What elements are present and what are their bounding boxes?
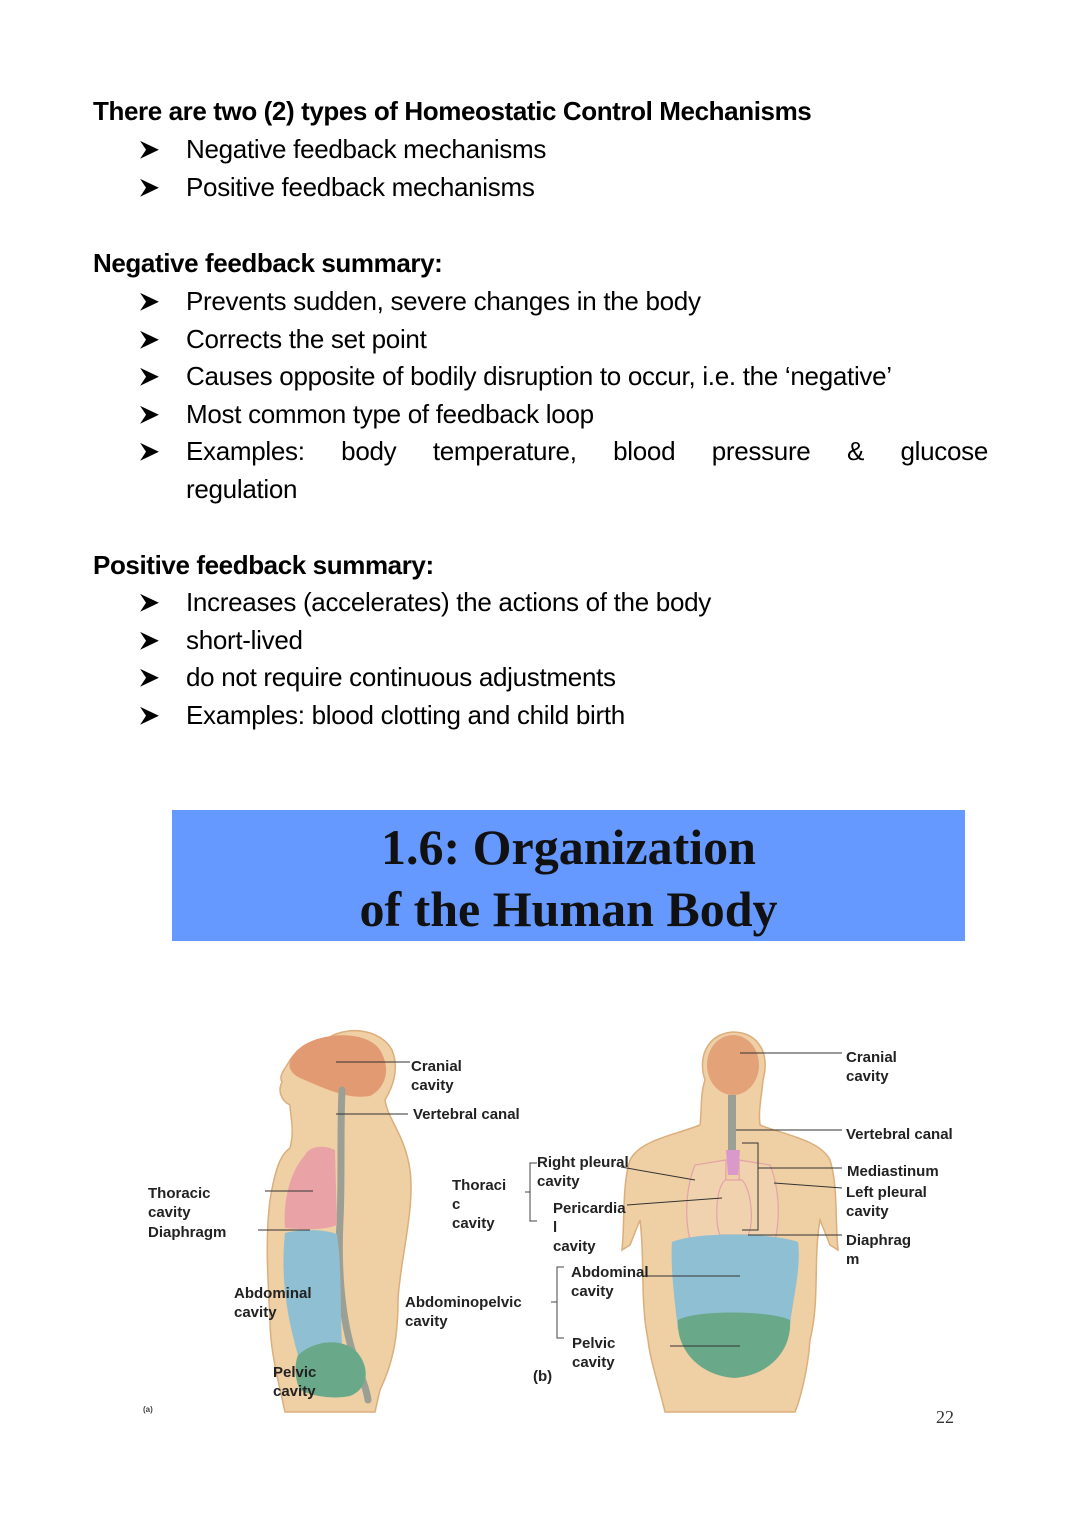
arrow-bullet-icon <box>138 396 160 434</box>
label-diaphragm-b: Diaphrag m <box>846 1232 912 1268</box>
slide-title-line1: 1.6: Organization <box>381 819 756 875</box>
label-vertebral-canal-b: Vertebral canal <box>846 1126 953 1143</box>
anterior-body-figure <box>621 1032 842 1412</box>
arrow-bullet-icon <box>138 622 160 660</box>
arrow-bullet-icon <box>138 283 160 321</box>
panel-b-tag: (b) <box>533 1368 553 1385</box>
arrow-bullet-icon <box>138 584 160 622</box>
label-pericardial-cavity: Pericardia l cavity <box>553 1200 626 1255</box>
label-mediastinum: Mediastinum <box>847 1163 939 1180</box>
arrow-bullet-icon <box>138 321 160 359</box>
label-abdominal-cavity-a: Abdominal cavity <box>234 1285 312 1321</box>
list-item: Corrects the set point <box>138 321 988 359</box>
list-item: do not require continuous adjustments <box>138 659 711 697</box>
list-item: Negative feedback mechanisms <box>138 131 546 169</box>
label-vertebral-canal-a: Vertebral canal <box>413 1106 520 1123</box>
arrow-bullet-icon <box>138 433 160 471</box>
label-pelvic-cavity-b: Pelvic cavity <box>572 1335 616 1371</box>
list-item: Examples: blood clotting and child birth <box>138 697 711 735</box>
homeostatic-types-heading: There are two (2) types of Homeostatic Control Mechanisms <box>93 96 812 126</box>
positive-feedback-list <box>138 584 711 734</box>
positive-feedback-heading: Positive feedback summary: <box>93 550 434 580</box>
label-abdominopelvic-cavity: Abdominopelvic cavity <box>405 1294 522 1330</box>
list-item: Causes opposite of bodily disruption to occur, i.e. the ‘negative’ <box>138 358 988 396</box>
label-abdominal-cavity-b: Abdominal cavity <box>571 1264 649 1300</box>
list-item: Increases (accelerates) the actions of the body <box>138 584 711 622</box>
negative-feedback-heading: Negative feedback summary: <box>93 248 443 278</box>
label-cranial-cavity-a: Cranial cavity <box>411 1058 462 1094</box>
label-thoracic-cavity-group: Thoraci c cavity <box>452 1177 507 1232</box>
list-item: Positive feedback mechanisms <box>138 169 546 207</box>
label-right-pleural-cavity: Right pleural cavity <box>537 1154 629 1190</box>
list-item: Most common type of feedback loop <box>138 396 988 434</box>
label-pelvic-cavity-a: Pelvic cavity <box>273 1364 317 1400</box>
page-number: 22 <box>936 1407 954 1427</box>
homeostatic-types-list <box>138 131 546 206</box>
label-left-pleural-cavity: Left pleural cavity <box>846 1184 927 1220</box>
arrow-bullet-icon <box>138 697 160 735</box>
negative-feedback-list <box>138 283 988 509</box>
label-diaphragm-a: Diaphragm <box>148 1224 227 1241</box>
arrow-bullet-icon <box>138 659 160 697</box>
arrow-bullet-icon <box>138 358 160 396</box>
lateral-body-figure <box>258 1031 411 1412</box>
label-cranial-cavity-b: Cranial cavity <box>846 1049 897 1085</box>
list-item: short-lived <box>138 622 711 660</box>
label-thoracic-cavity-a: Thoracic cavity <box>148 1185 211 1221</box>
slide-title-banner <box>172 810 965 941</box>
arrow-bullet-icon <box>138 131 160 169</box>
panel-a-tag: (a) <box>143 1405 153 1414</box>
list-item: Prevents sudden, severe changes in the body <box>138 283 988 321</box>
list-item: Examples: body temperature, blood pressure & glucose regulation <box>138 433 988 508</box>
slide-title-line2: of the Human Body <box>359 881 778 937</box>
arrow-bullet-icon <box>138 169 160 207</box>
